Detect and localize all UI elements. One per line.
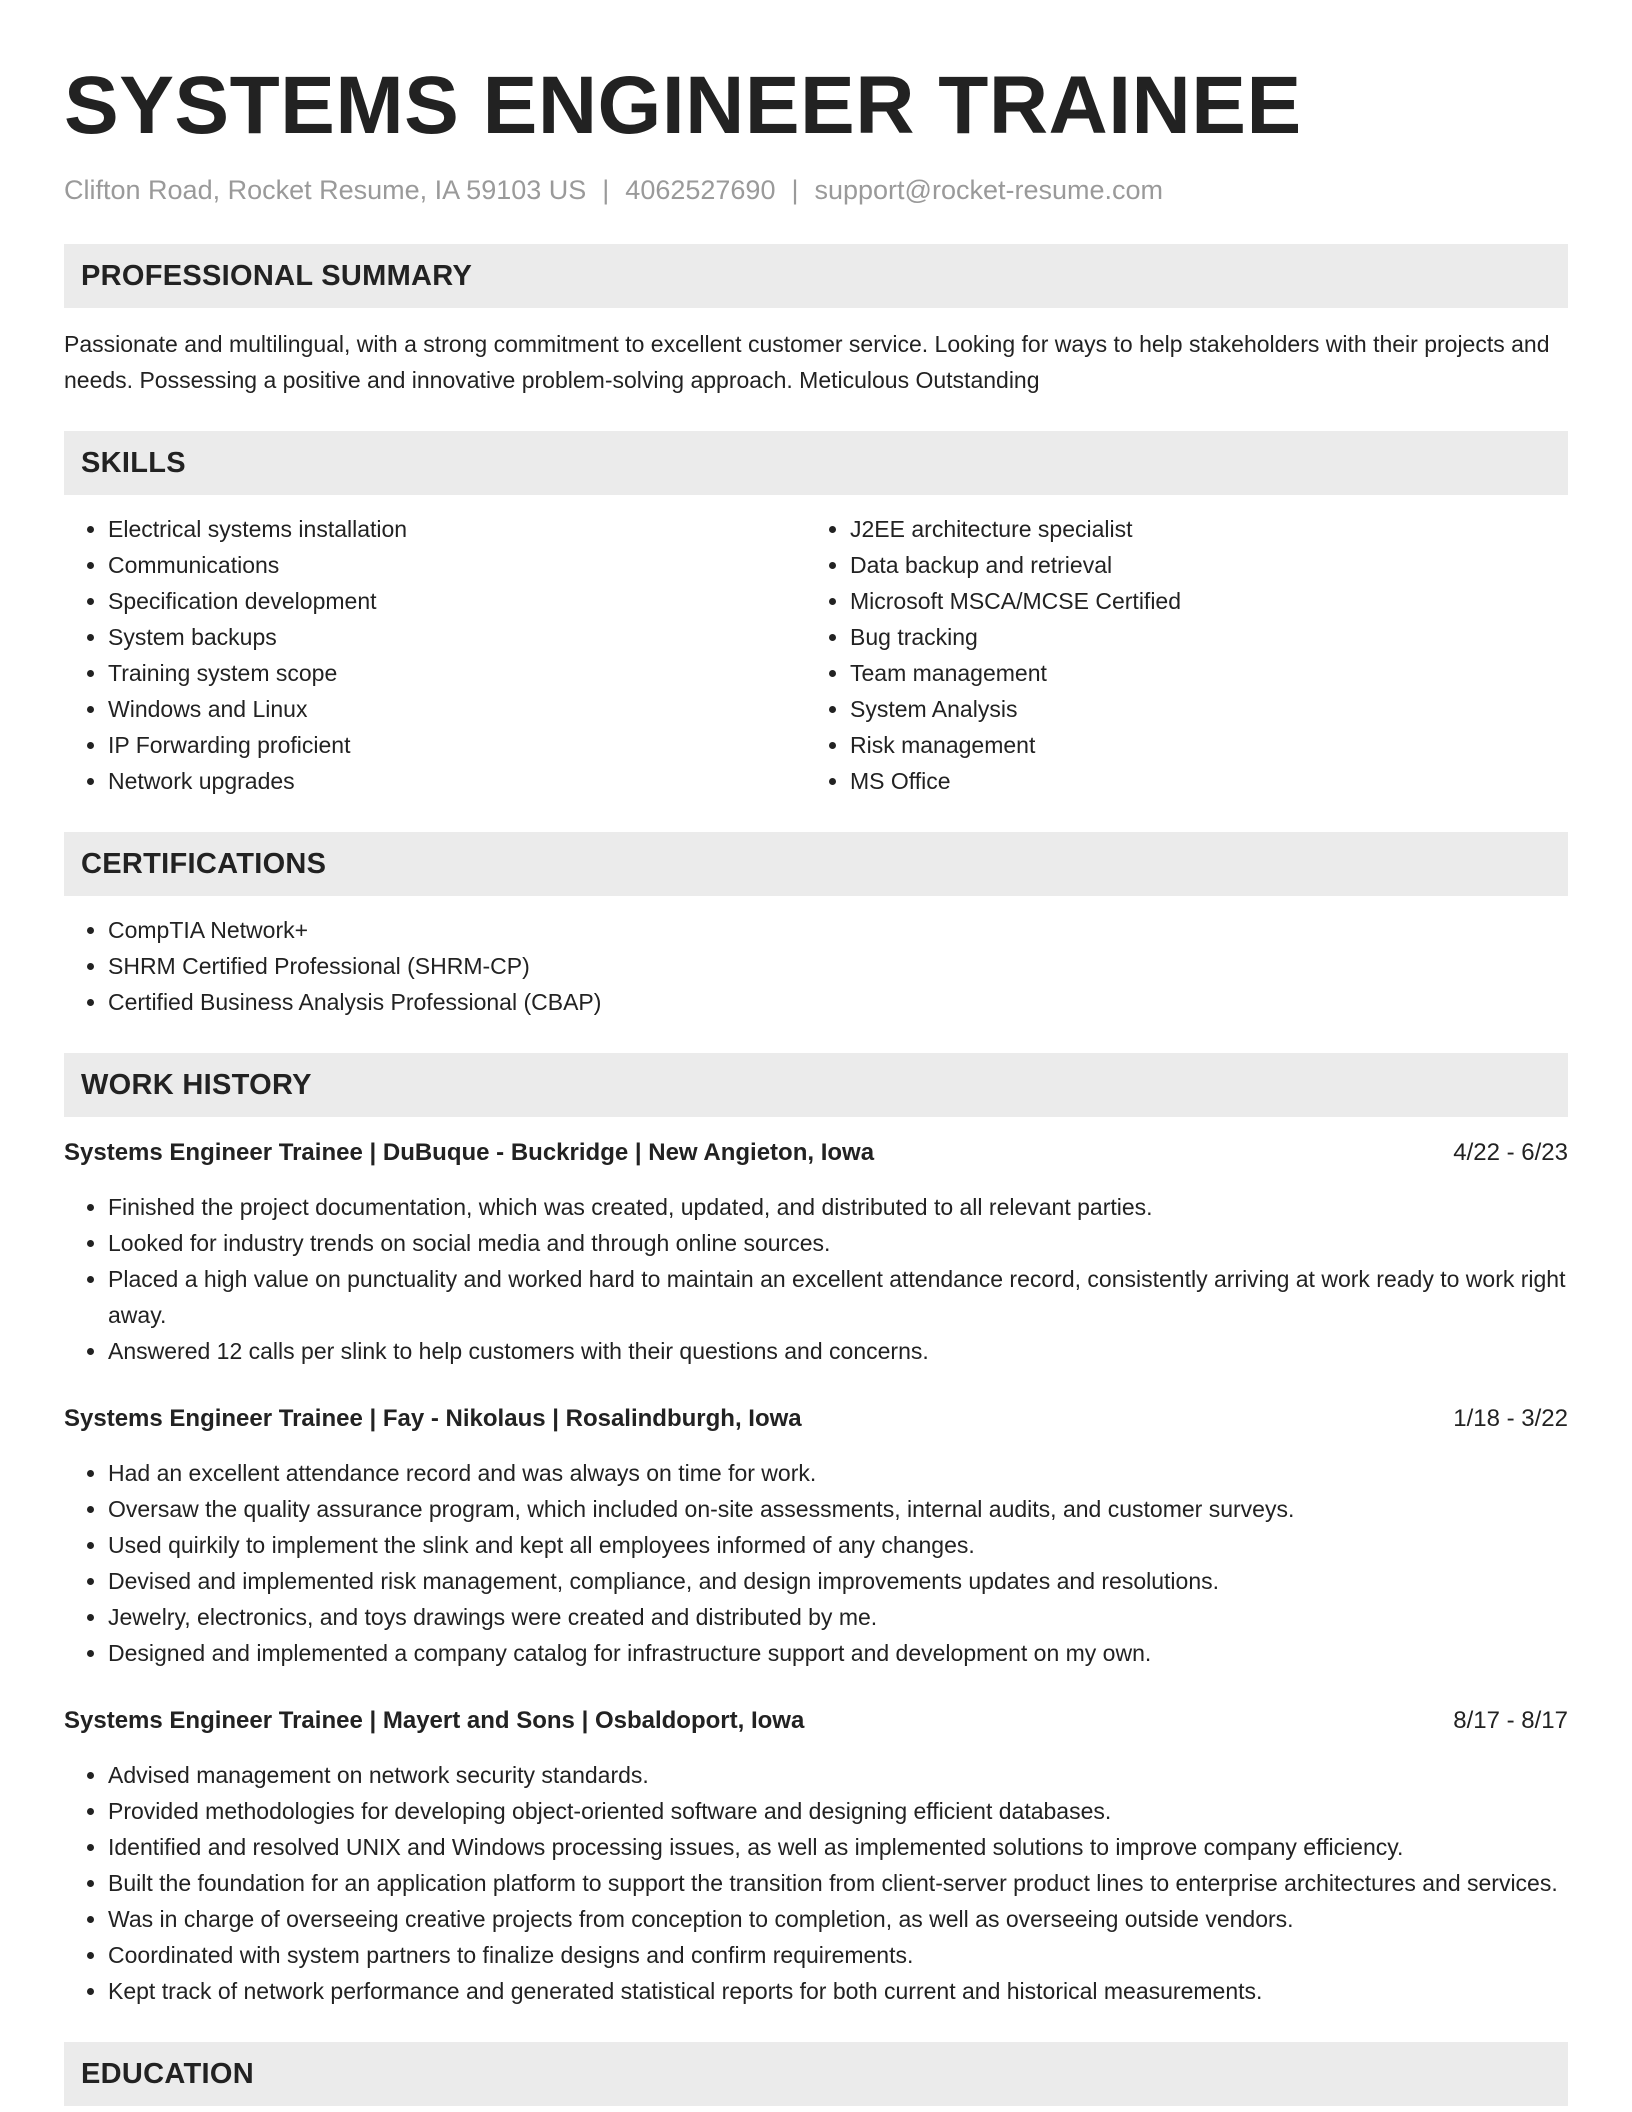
skill-item: • Specification development — [108, 583, 806, 619]
certification-item: • CompTIA Network+ — [108, 912, 1568, 948]
skill-item: • Bug tracking — [850, 619, 1548, 655]
certifications-list — [64, 912, 1568, 1020]
contact-line — [64, 174, 1568, 206]
skill-item: • Network upgrades — [108, 763, 806, 799]
job-entry — [64, 1401, 1568, 1671]
job-bullet: • Built the foundation for an application platform to support the transition from client-server product lines to enterprise architectures and services. — [108, 1865, 1568, 1901]
skill-item: • Electrical systems installation — [108, 511, 806, 547]
job-bullet: • Provided methodologies for developing object-oriented software and designing efficient databases. — [108, 1793, 1568, 1829]
job-bullet: • Used quirkily to implement the slink and kept all employees informed of any changes. — [108, 1527, 1568, 1563]
summary-text: Passionate and multilingual, with a strong commitment to excellent customer service. Looking for ways to help stakeholders with their projects and needs. Possessing a positive and innovative problem-solving approach. Meticulous Outstanding — [64, 331, 1550, 393]
certifications-heading: CERTIFICATIONS — [64, 832, 1568, 896]
work-history-heading: WORK HISTORY — [64, 1053, 1568, 1117]
contact-separator: | — [602, 175, 610, 205]
skill-item: • MS Office — [850, 763, 1548, 799]
contact-phone: 4062527690 — [625, 175, 776, 205]
job-bullet: • Was in charge of overseeing creative projects from conception to completion, as well as overseeing outside vendors. — [108, 1901, 1568, 1937]
job-bullet: • Had an excellent attendance record and was always on time for work. — [108, 1455, 1568, 1491]
skill-item: • IP Forwarding proficient — [108, 727, 806, 763]
job-title: Systems Engineer Trainee | DuBuque - Buckridge | New Angieton, Iowa — [64, 1139, 875, 1166]
job-title: Systems Engineer Trainee | Fay - Nikolaus | Rosalindburgh, Iowa — [64, 1405, 802, 1432]
contact-address: Clifton Road, Rocket Resume, IA 59103 US — [64, 175, 587, 205]
job-bullet: • Advised management on network security standards. — [108, 1757, 1568, 1793]
skills-column-right — [806, 511, 1548, 799]
job-bullet: • Oversaw the quality assurance program, which included on-site assessments, internal audits, and customer surveys. — [108, 1491, 1568, 1527]
skill-item: • Data backup and retrieval — [850, 547, 1548, 583]
job-bullet: • Placed a high value on punctuality and worked hard to maintain an excellent attendance record, consistently arriving at work ready to work right away. — [108, 1261, 1568, 1333]
summary-heading: PROFESSIONAL SUMMARY — [64, 244, 1568, 308]
job-title: Systems Engineer Trainee | Mayert and Sons | Osbaldoport, Iowa — [64, 1707, 805, 1734]
skill-item: • Training system scope — [108, 655, 806, 691]
job-bullet: • Kept track of network performance and generated statistical reports for both current and historical measurements. — [108, 1973, 1568, 2009]
certification-item: • Certified Business Analysis Professional (CBAP) — [108, 984, 1568, 1020]
resume-content — [64, 58, 1568, 2106]
job-bullet: • Finished the project documentation, which was created, updated, and distributed to all relevant parties. — [108, 1189, 1568, 1225]
job-entry — [64, 1703, 1568, 2009]
job-bullet: • Identified and resolved UNIX and Windows processing issues, as well as implemented solutions to improve company efficiency. — [108, 1829, 1568, 1865]
job-dates: 1/18 - 3/22 — [1453, 1405, 1568, 1432]
job-bullet: • Coordinated with system partners to finalize designs and confirm requirements. — [108, 1937, 1568, 1973]
skill-item: • Team management — [850, 655, 1548, 691]
skills-list — [64, 511, 1568, 799]
skill-item: • Windows and Linux — [108, 691, 806, 727]
skill-item: • System backups — [108, 619, 806, 655]
job-bullet: • Answered 12 calls per slink to help customers with their questions and concerns. — [108, 1333, 1568, 1369]
skills-column-left — [64, 511, 806, 799]
job-dates: 4/22 - 6/23 — [1453, 1139, 1568, 1166]
skill-item: • Communications — [108, 547, 806, 583]
certification-item: • SHRM Certified Professional (SHRM-CP) — [108, 948, 1568, 984]
skill-item: • Risk management — [850, 727, 1548, 763]
skill-item: • J2EE architecture specialist — [850, 511, 1548, 547]
skills-heading: SKILLS — [64, 431, 1568, 495]
skill-item: • Microsoft MSCA/MCSE Certified — [850, 583, 1548, 619]
contact-separator: | — [791, 175, 799, 205]
job-entry — [64, 1135, 1568, 1369]
job-dates: 8/17 - 8/17 — [1453, 1707, 1568, 1734]
resume-title: SYSTEMS ENGINEER TRAINEE — [64, 60, 1302, 151]
contact-email: support@rocket-resume.com — [814, 175, 1164, 205]
skill-item: • System Analysis — [850, 691, 1548, 727]
job-bullet: • Devised and implemented risk management, compliance, and design improvements updates and resolutions. — [108, 1563, 1568, 1599]
job-bullet: • Jewelry, electronics, and toys drawings were created and distributed by me. — [108, 1599, 1568, 1635]
education-heading: EDUCATION — [64, 2042, 1568, 2106]
job-bullet: • Looked for industry trends on social media and through online sources. — [108, 1225, 1568, 1261]
job-bullet: • Designed and implemented a company catalog for infrastructure support and development on my own. — [108, 1635, 1568, 1671]
